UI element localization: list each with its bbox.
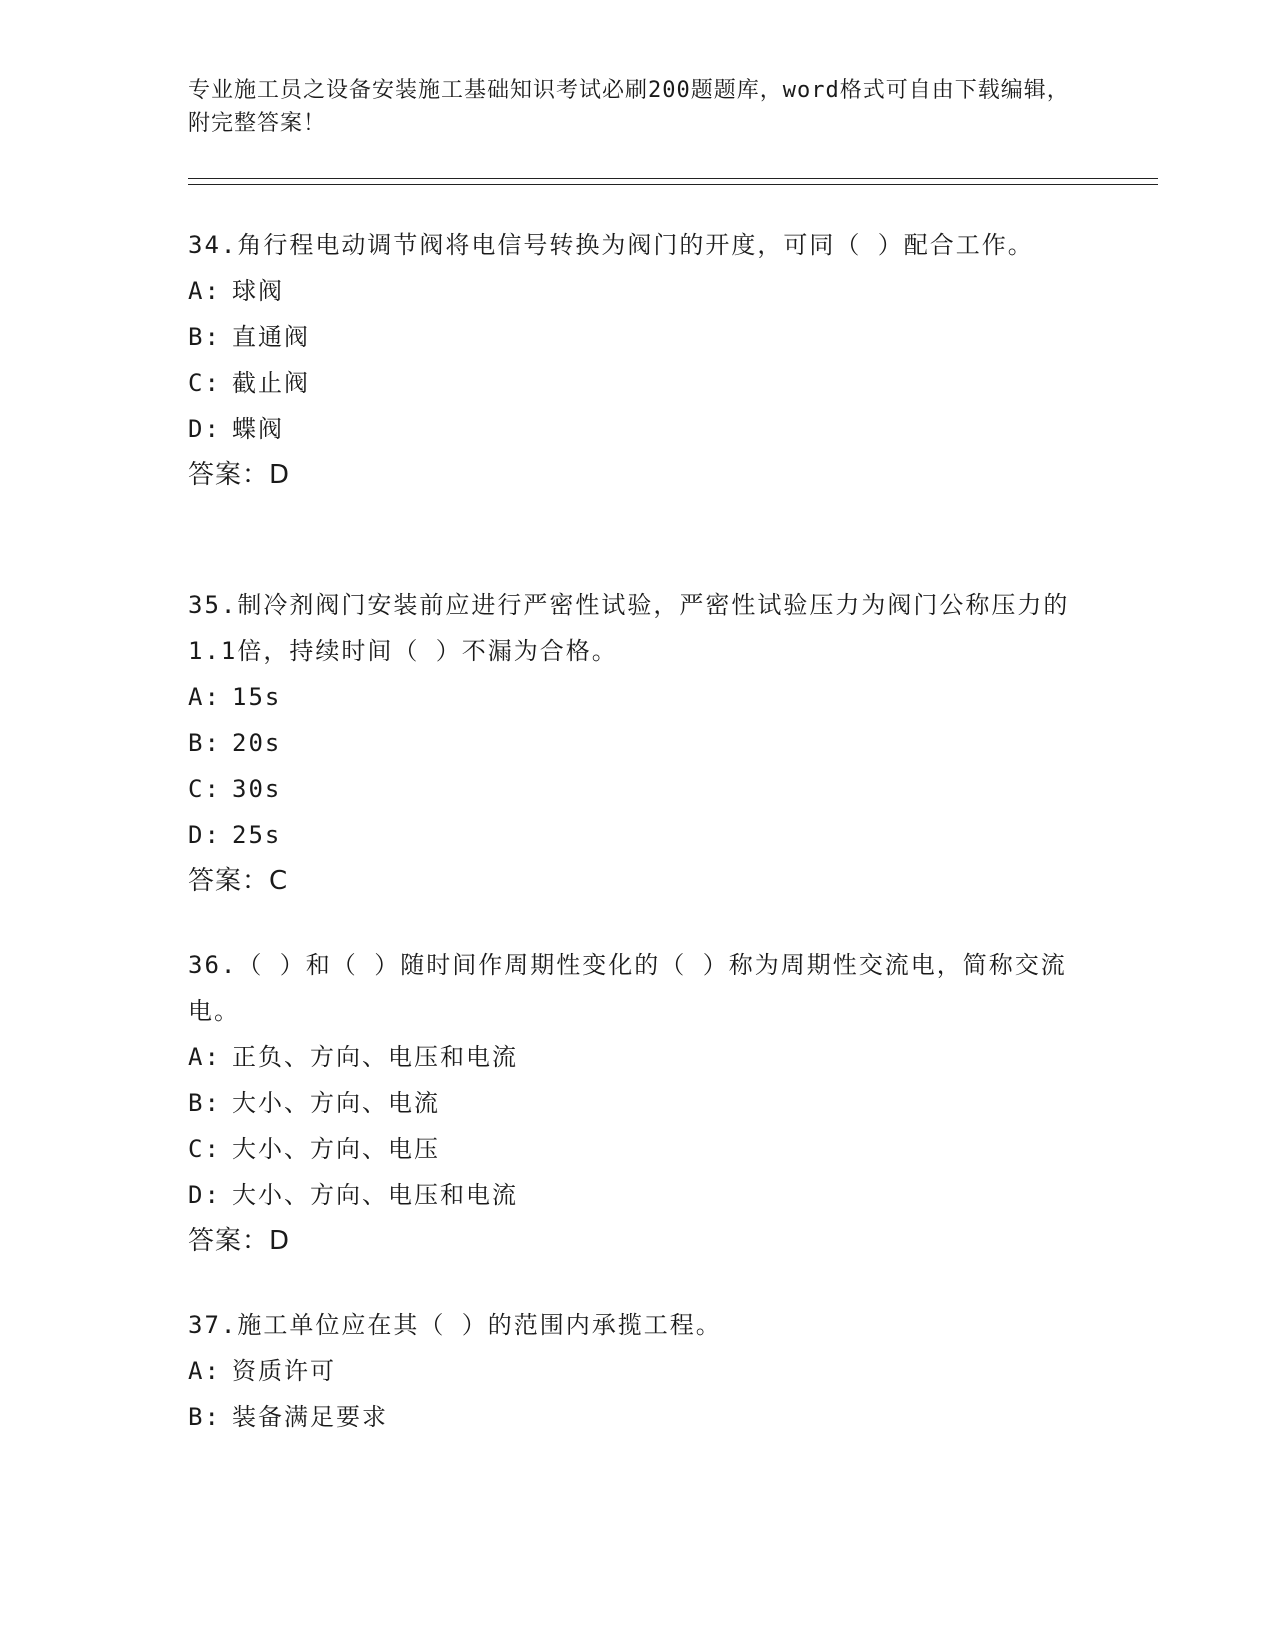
question-text: 34.角行程电动调节阀将电信号转换为阀门的开度，可同（ ）配合工作。	[188, 231, 1034, 259]
option-text: 直通阀	[232, 323, 310, 351]
option-label: C:	[188, 369, 221, 397]
question-text: 37.施工单位应在其（ ）的范围内承揽工程。	[188, 1311, 722, 1339]
option-text: 正负、方向、电压和电流	[232, 1043, 518, 1071]
option-label: A:	[188, 1043, 221, 1071]
option-label: D:	[188, 821, 221, 849]
option-text: 15s	[232, 683, 282, 711]
option-b	[188, 1394, 1088, 1440]
option-b	[188, 720, 1088, 766]
option-d	[188, 1172, 1088, 1218]
option-text: 资质许可	[232, 1357, 336, 1385]
option-b	[188, 314, 1088, 360]
option-label: B:	[188, 323, 221, 351]
option-label: B:	[188, 1089, 221, 1117]
question-text: 35.制冷剂阀门安装前应进行严密性试验，严密性试验压力为阀门公称压力的1.1倍，持续时间（ ）不漏为合格。	[188, 591, 1070, 665]
option-label: C:	[188, 775, 221, 803]
option-text: 球阀	[232, 277, 284, 305]
header-divider-bottom	[188, 184, 1158, 185]
option-label: B:	[188, 1403, 221, 1431]
option-a	[188, 268, 1088, 314]
option-label: A:	[188, 1357, 221, 1385]
option-a	[188, 1348, 1088, 1394]
option-d	[188, 812, 1088, 858]
option-c	[188, 1126, 1088, 1172]
option-label: A:	[188, 683, 221, 711]
option-text: 大小、方向、电流	[232, 1089, 440, 1117]
question-text: 36.（ ）和（ ）随时间作周期性变化的（ ）称为周期性交流电，简称交流电。	[188, 951, 1067, 1025]
option-a	[188, 674, 1088, 720]
option-label: B:	[188, 729, 221, 757]
option-text: 大小、方向、电压	[232, 1135, 440, 1163]
option-text: 30s	[232, 775, 282, 803]
option-c	[188, 766, 1088, 812]
option-text: 截止阀	[232, 369, 310, 397]
option-label: D:	[188, 1181, 221, 1209]
answer: 答案：D	[188, 1226, 291, 1256]
option-text: 20s	[232, 729, 282, 757]
option-label: C:	[188, 1135, 221, 1163]
option-label: A:	[188, 277, 221, 305]
option-a	[188, 1034, 1088, 1080]
option-text: 装备满足要求	[232, 1403, 388, 1431]
answer: 答案：C	[188, 866, 289, 896]
header-title: 专业施工员之设备安装施工基础知识考试必刷200题题库，word格式可自由下载编辑，附完整答案！	[188, 78, 1070, 136]
option-label: D:	[188, 415, 221, 443]
option-text: 25s	[232, 821, 282, 849]
answer: 答案：D	[188, 460, 291, 490]
question-36	[188, 942, 1088, 1264]
option-text: 蝶阀	[232, 415, 284, 443]
document-header	[188, 74, 1088, 140]
option-d	[188, 406, 1088, 452]
question-35	[188, 582, 1088, 904]
option-c	[188, 360, 1088, 406]
option-text: 大小、方向、电压和电流	[232, 1181, 518, 1209]
question-37	[188, 1302, 1088, 1440]
header-divider-top	[188, 178, 1158, 179]
option-b	[188, 1080, 1088, 1126]
question-34	[188, 222, 1088, 498]
